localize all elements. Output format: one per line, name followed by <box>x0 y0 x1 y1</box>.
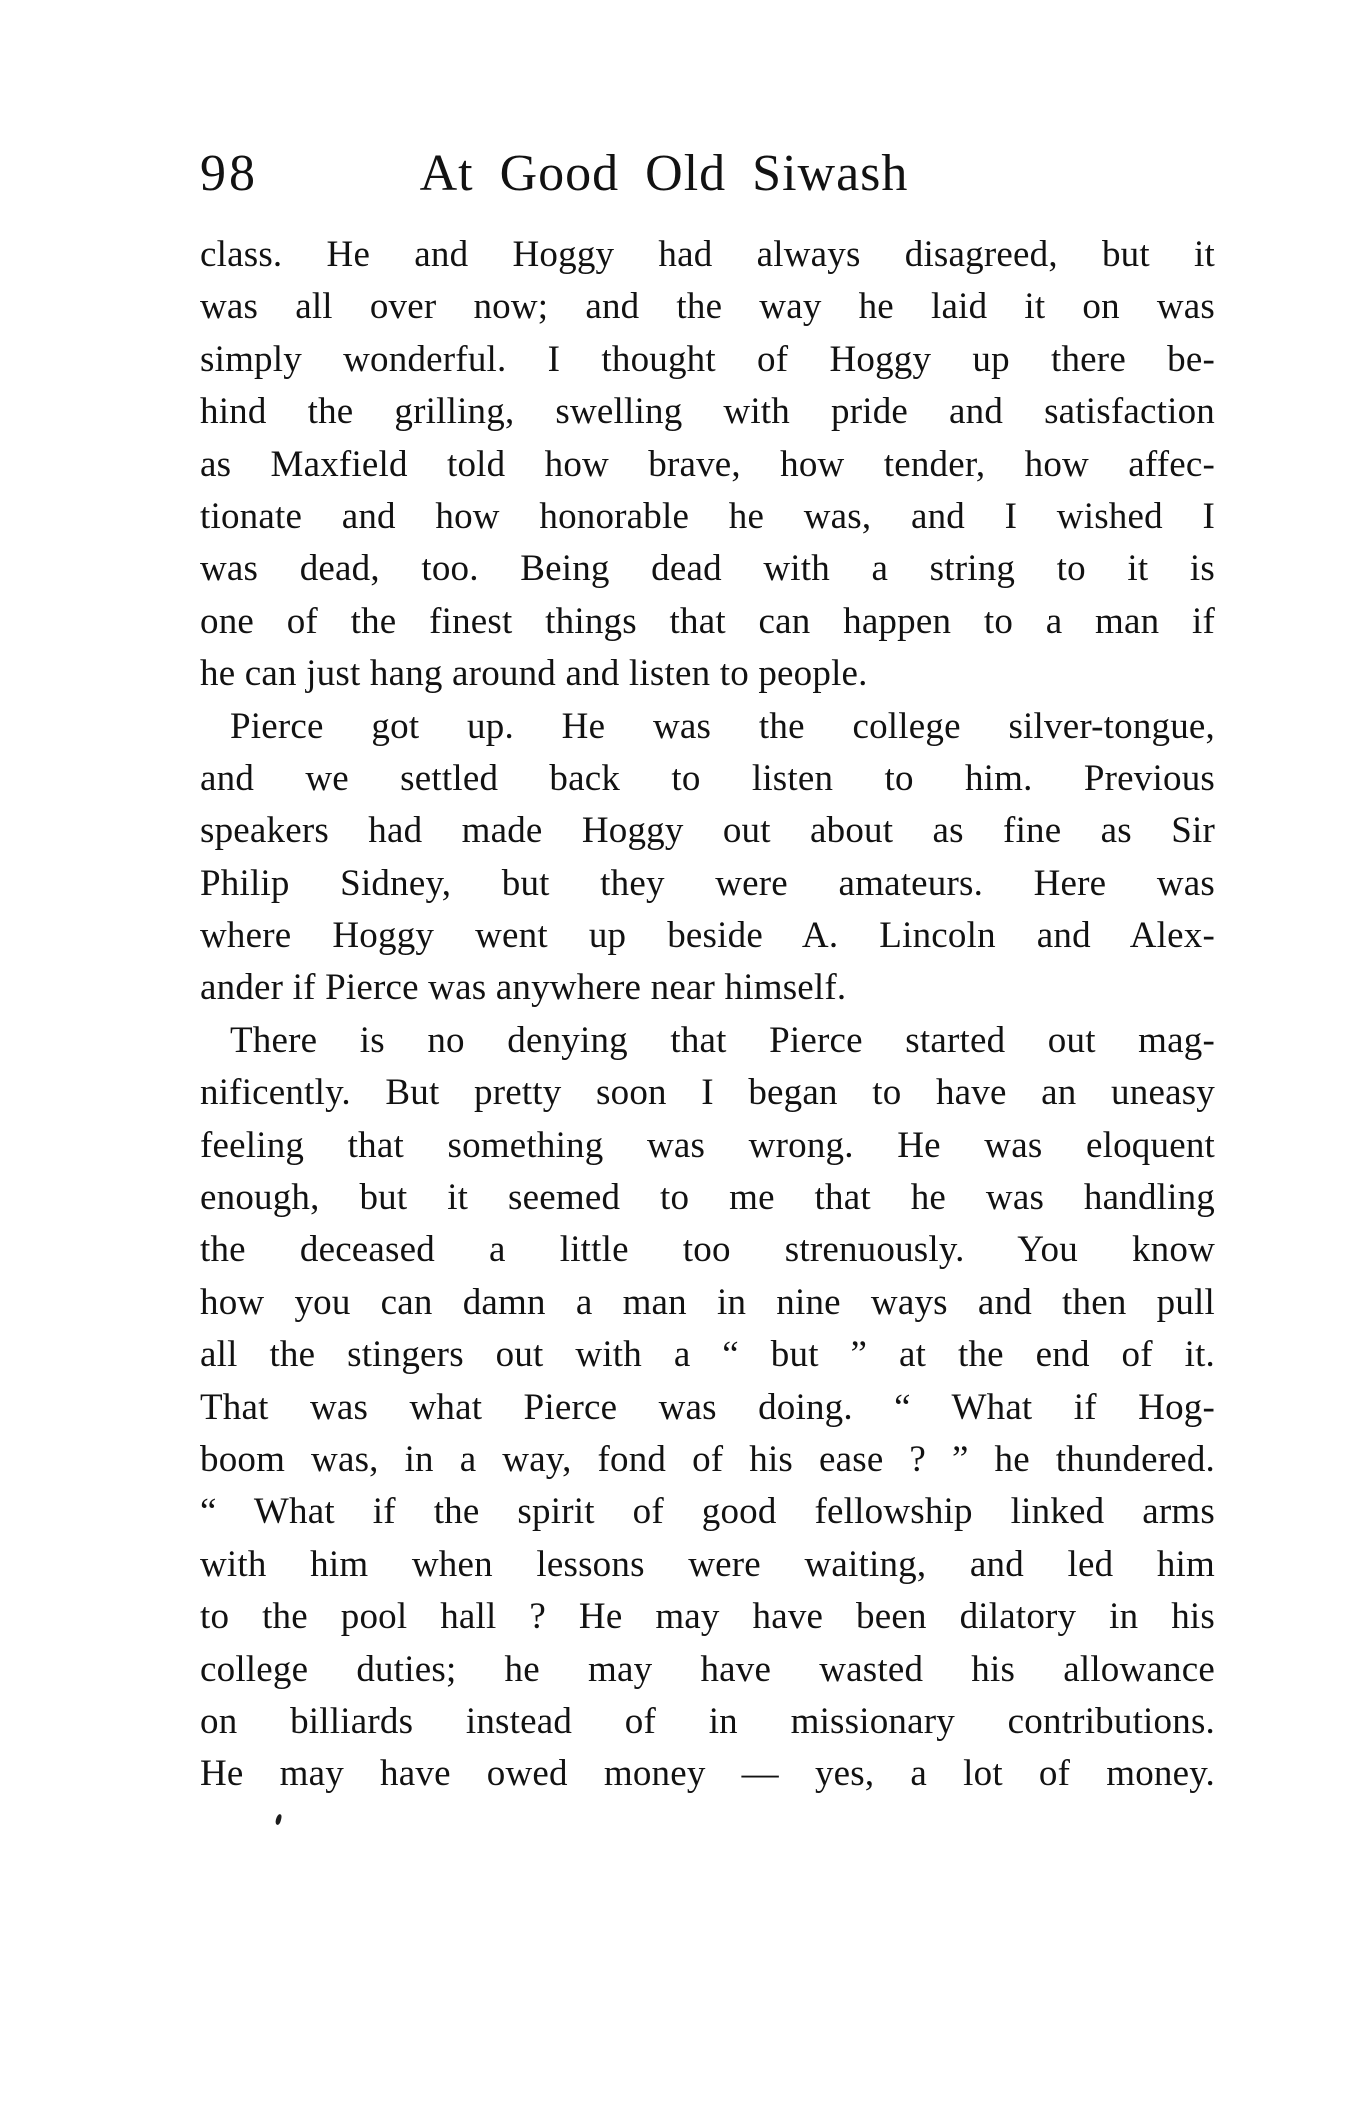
paragraph <box>200 229 1215 701</box>
text-line: feeling that something was wrong. He was eloquent <box>200 1124 1215 1166</box>
text-line: tionate and how honorable he was, and I wished I <box>200 495 1215 537</box>
page-number: 98 <box>200 145 258 202</box>
text-line: he can just hang around and listen to people. <box>200 653 868 695</box>
text-line: and we settled back to listen to him. Previous <box>200 757 1215 799</box>
text-line: where Hoggy went up beside A. Lincoln and Alex- <box>200 915 1215 957</box>
text-line: There is no denying that Pierce started out mag- <box>230 1019 1215 1061</box>
text-line: “ What if the spirit of good fellowship linked arms <box>200 1491 1215 1533</box>
running-title: At Good Old Siwash <box>419 145 909 202</box>
paragraph <box>200 1015 1215 1801</box>
text-line: with him when lessons were waiting, and led him <box>200 1543 1215 1585</box>
text-line: was all over now; and the way he laid it on was <box>200 286 1215 328</box>
text-line: simply wonderful. I thought of Hoggy up there be- <box>200 338 1215 380</box>
text-block <box>200 229 1215 1801</box>
text-line: Pierce got up. He was the college silver-tongue, <box>230 705 1215 747</box>
text-line: one of the finest things that can happen to a man if <box>200 600 1215 642</box>
text-line: Philip Sidney, but they were amateurs. Here was <box>200 862 1215 904</box>
scan-artifact <box>275 1814 283 1826</box>
text-line: college duties; he may have wasted his allowance <box>200 1648 1215 1690</box>
text-line: the deceased a little too strenuously. You know <box>200 1229 1215 1271</box>
text-line: nificently. But pretty soon I began to have an uneasy <box>200 1072 1215 1114</box>
page-header <box>200 144 1215 210</box>
text-line: boom was, in a way, fond of his ease ? ” he thundered. <box>200 1438 1215 1480</box>
text-line: That was what Pierce was doing. “ What if Hog- <box>200 1386 1215 1428</box>
text-line: as Maxfield told how brave, how tender, how affec- <box>200 443 1215 485</box>
text-line: how you can damn a man in nine ways and then pull <box>200 1281 1215 1323</box>
text-line: hind the grilling, swelling with pride and satisfaction <box>200 391 1215 433</box>
text-line: He may have owed money — yes, a lot of money. <box>200 1753 1215 1795</box>
text-line: all the stingers out with a “ but ” at the end of it. <box>200 1334 1215 1376</box>
paragraph <box>200 701 1215 1015</box>
text-line: speakers had made Hoggy out about as fine as Sir <box>200 810 1215 852</box>
text-line: on billiards instead of in missionary contributions. <box>200 1700 1215 1742</box>
text-line: was dead, too. Being dead with a string to it is <box>200 548 1215 590</box>
text-line: enough, but it seemed to me that he was handling <box>200 1177 1215 1219</box>
text-line: to the pool hall ? He may have been dilatory in his <box>200 1596 1215 1638</box>
text-line: ander if Pierce was anywhere near himself. <box>200 967 847 1009</box>
text-line: class. He and Hoggy had always disagreed, but it <box>200 234 1215 275</box>
